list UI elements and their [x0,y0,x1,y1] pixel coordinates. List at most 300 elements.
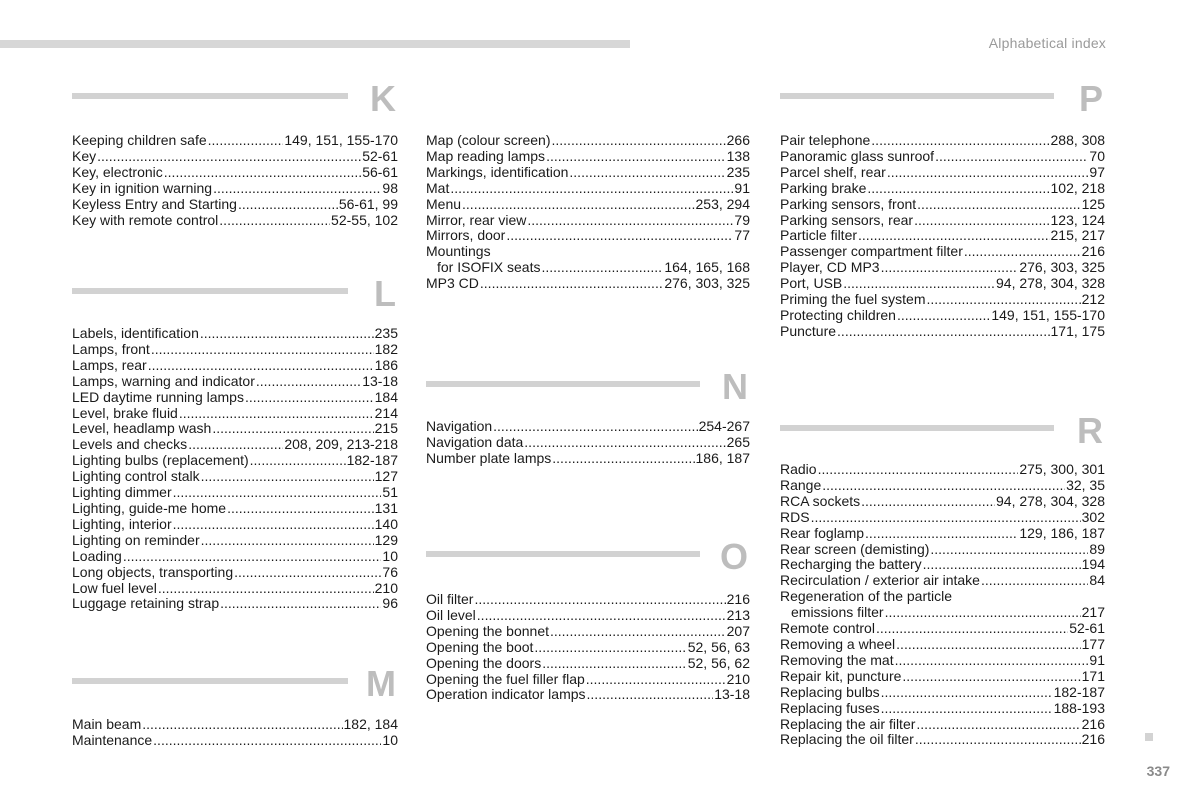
entry-term: Key, electronic [72,163,163,180]
index-entry [72,374,398,390]
dot-leader [173,485,382,501]
entry-term: Key with remote control [72,211,219,228]
entry-term: Rear foglamp [780,524,865,541]
entry-term: Key in ignition warning [72,179,213,196]
entry-term: Mirrors, door [426,227,506,244]
index-entry [426,133,750,149]
dot-leader [964,244,1081,260]
entry-term: Lighting, interior [72,515,172,532]
section-letter: L [374,273,396,314]
entry-pages: 217 [1081,604,1105,621]
index-entry [780,669,1105,685]
entry-term: Labels, identification [72,325,199,341]
entry-term: Menu [426,195,462,212]
dot-leader [480,276,663,292]
section-rule [72,288,348,294]
entry-pages: 98 [382,179,398,196]
index-entry [72,469,398,485]
index-entry [426,419,750,435]
index-entry [426,687,750,703]
index-entry [72,581,398,597]
dot-leader [179,406,374,422]
entry-term: Keyless Entry and Starting [72,195,237,212]
entry-pages: 13-18 [362,372,398,389]
entry-term: Remote control [780,620,875,637]
entry-pages: 182-187 [346,452,398,469]
entry-term: Passenger compartment filter [780,243,963,260]
index-entry [426,624,750,640]
entry-term: Parcel shelf, rear [780,163,886,180]
dot-leader [930,542,1088,558]
dot-leader [897,308,990,324]
entry-pages: 129 [374,531,398,548]
entry-term: Radio [780,461,817,477]
index-entry [780,228,1105,244]
entry-pages: 149, 151, 155-170 [284,132,398,148]
dot-leader [148,358,374,374]
dot-leader [858,228,1049,244]
entry-term: Replacing the air filter [780,715,916,732]
entry-pages: 138 [726,147,750,164]
entry-pages: 131 [374,499,398,516]
index-entry [72,437,398,453]
dot-leader [881,701,1053,717]
dot-leader [200,326,374,342]
entry-pages: 216 [726,591,750,607]
dot-leader [201,469,374,485]
entry-list [780,133,1105,340]
dot-leader [837,324,1049,340]
entry-pages: 212 [1081,291,1105,308]
entry-list [72,717,398,749]
entry-pages: 302 [1081,508,1105,525]
dot-leader [123,549,382,565]
entry-pages: 91 [1089,651,1105,668]
entry-pages: 186 [374,356,398,373]
entry-term: Navigation data [426,433,524,450]
index-entry [72,453,398,469]
index-entry [780,542,1105,558]
dot-leader [527,213,733,229]
entry-pages: 288, 308 [1050,132,1105,148]
entry-term: Lighting control stalk [72,468,200,485]
dot-leader [887,165,1089,181]
entry-pages: 235 [726,163,750,180]
index-entry [72,421,398,437]
index-entry [426,260,750,276]
index-entry [72,197,398,213]
dot-leader [474,592,725,608]
entry-pages: 84 [1089,572,1105,589]
index-entry [780,292,1105,308]
entry-pages: 32, 35 [1066,476,1105,493]
dot-leader [546,149,726,165]
dot-leader [881,685,1053,701]
index-entry [780,685,1105,701]
entry-term: Mirror, rear view [426,211,527,228]
dot-leader [587,687,714,703]
dot-leader [896,637,1080,653]
dot-leader [935,149,1088,165]
entry-term: Main beam [72,716,142,732]
entry-term: Parking sensors, rear [780,211,914,228]
index-entry [426,181,750,197]
entry-term: Lamps, warning and indicator [72,372,255,389]
index-entry [72,517,398,533]
entry-term: Lighting dimmer [72,484,172,501]
entry-term: Levels and checks [72,436,188,453]
entry-term: Map (colour screen) [426,132,551,148]
entry-pages: 275, 300, 301 [1019,461,1105,477]
entry-term: Rear screen (demisting) [780,540,930,557]
index-entry [780,637,1105,653]
index-entry [780,181,1105,197]
dot-leader [811,510,1081,526]
entry-term: Particle filter [780,227,858,244]
dot-leader [927,292,1081,308]
entry-pages: 235 [374,325,398,341]
entry-term: Lighting, guide-me home [72,499,227,516]
entry-term: Regeneration of the particle [780,588,952,605]
index-entry [72,149,398,165]
index-entry [780,653,1105,669]
dot-leader [541,260,663,276]
entry-term: Low fuel level [72,579,157,596]
index-entry [780,276,1105,292]
entry-pages: 216 [1081,243,1105,260]
entry-pages: 129, 186, 187 [1019,524,1105,541]
entry-pages: 215 [374,420,398,437]
index-entry [780,621,1105,637]
entry-term: Markings, identification [426,163,569,180]
entry-term: Maintenance [72,731,153,748]
index-entry [72,596,398,612]
entry-term: Oil level [426,606,476,623]
index-entry [426,451,750,467]
index-entry [426,640,750,656]
dot-leader [153,733,381,749]
dot-leader [151,342,374,358]
entry-pages: 91 [734,179,750,196]
dot-leader [220,596,381,612]
index-entry [72,390,398,406]
entry-term: RDS [780,508,810,525]
index-entry [426,656,750,672]
dot-leader [552,451,694,467]
index-entry [72,533,398,549]
index-entry [72,181,398,197]
index-entry [72,406,398,422]
index-entry [426,197,750,213]
section-letter: M [366,663,396,704]
index-entry [72,358,398,374]
entry-term: Operation indicator lamps [426,686,586,703]
entry-term: Repair kit, puncture [780,667,902,684]
entry-list [780,462,1105,748]
entry-pages: 216 [1081,715,1105,732]
entry-term: Lighting on reminder [72,531,200,548]
index-entry [780,732,1105,748]
index-entry [426,435,750,451]
dot-leader [493,419,697,435]
entry-pages: 210 [726,670,750,687]
entry-term: Key [72,147,97,164]
entry-pages: 266 [726,132,750,148]
entry-term: Lamps, rear [72,356,147,373]
section-rule [780,93,1054,99]
dot-leader [902,669,1080,685]
entry-term: Opening the boot [426,638,534,655]
entry-pages: 182-187 [1053,683,1105,700]
index-entry [780,557,1105,573]
entry-term: Protecting children [780,306,896,323]
index-entry [780,133,1105,149]
dot-leader [477,608,726,624]
index-entry [780,165,1105,181]
dot-leader [173,517,374,533]
dot-leader [142,717,342,733]
index-entry [780,605,1105,621]
entry-term: MP3 CD [426,275,479,292]
entry-pages: 210 [374,579,398,596]
index-entry [72,213,398,229]
index-entry [72,549,398,565]
dot-leader [158,581,374,597]
entry-pages: 76 [382,563,398,580]
entry-pages: 194 [1081,556,1105,573]
dot-leader [867,181,1049,197]
index-entry [780,197,1105,213]
entry-term: Range [780,476,822,493]
entry-pages: 97 [1089,163,1105,180]
entry-pages: 182, 184 [343,716,398,732]
dot-leader [524,435,725,451]
entry-term: for ISOFIX seats [437,259,541,276]
entry-pages: 10 [382,547,398,564]
entry-pages: 276, 303, 325 [664,275,750,292]
dot-leader [871,133,1049,149]
entry-list [426,592,750,703]
entry-term: Map reading lamps [426,147,546,164]
entry-pages: 213 [726,606,750,623]
entry-pages: 188-193 [1053,699,1105,716]
index-entry [426,672,750,688]
entry-pages: 77 [734,227,750,244]
dot-leader [923,557,1081,573]
dot-leader [234,565,381,581]
index-entry [72,342,398,358]
entry-term: Panoramic glass sunroof [780,147,935,164]
dot-leader [818,462,1019,478]
dot-leader [201,533,374,549]
dot-leader [164,165,361,181]
index-entry [72,717,398,733]
entry-pages: 149, 151, 155-170 [991,306,1105,323]
entry-list [72,326,398,612]
entry-pages: 89 [1089,540,1105,557]
entry-pages: 214 [374,404,398,421]
dot-leader [256,374,361,390]
index-entry [426,228,750,244]
entry-pages: 52-61 [1069,620,1105,637]
dot-leader [917,197,1080,213]
section-letter: N [722,366,748,407]
entry-term: Recirculation / exterior air intake [780,572,980,589]
index-entry [780,462,1105,478]
entry-term: Lamps, front [72,340,150,357]
entry-pages: 94, 278, 304, 328 [996,275,1105,292]
index-entry [780,573,1105,589]
section-letter: O [719,536,748,577]
dot-leader [462,197,694,213]
entry-pages: 123, 124 [1050,211,1105,228]
dot-leader [188,437,283,453]
index-entry [780,149,1105,165]
entry-pages: 164, 165, 168 [664,259,750,276]
entry-pages: 265 [726,433,750,450]
index-entry [780,260,1105,276]
entry-pages: 56-61, 99 [338,195,398,212]
index-entry [426,276,750,292]
entry-pages: 184 [374,388,398,405]
section-rule [426,551,700,557]
entry-pages: 94, 278, 304, 328 [996,492,1105,509]
entry-pages: 216 [1081,731,1105,748]
index-entry [72,485,398,501]
entry-term: Puncture [780,322,837,339]
section-letter: K [370,78,396,119]
running-title: Alphabetical index [988,35,1106,51]
entry-term: Player, CD MP3 [780,259,880,276]
dot-leader [843,276,995,292]
entry-pages: 276, 303, 325 [1019,259,1105,276]
index-entry [780,494,1105,510]
entry-list [426,133,750,292]
entry-pages: 125 [1081,195,1105,212]
section-letter: P [1078,78,1103,119]
entry-term: Oil filter [426,591,474,607]
section-rule [72,678,348,684]
dot-leader [534,640,686,656]
entry-term: Parking sensors, front [780,195,917,212]
index-entry [780,510,1105,526]
index-entry [72,133,398,149]
dot-leader [542,656,687,672]
entry-term: Removing the mat [780,651,894,668]
entry-term: Pair telephone [780,132,871,148]
entry-pages: 182 [374,340,398,357]
entry-term: Removing a wheel [780,635,896,652]
entry-pages: 52-61 [362,147,398,164]
entry-term: Replacing fuses [780,699,880,716]
entry-pages: 10 [382,731,398,748]
entry-term: Opening the bonnet [426,622,549,639]
dot-leader [916,717,1080,733]
page-marker-square [1145,733,1153,741]
index-entry [780,589,1105,605]
entry-pages: 52, 56, 63 [687,638,750,655]
dot-leader [822,478,1065,494]
dot-leader [208,133,284,149]
dot-leader [865,526,1018,542]
dot-leader [876,621,1068,637]
index-entry [780,244,1105,260]
index-entry [780,478,1105,494]
index-entry [72,733,398,749]
section-rule [72,93,348,99]
entry-pages: 13-18 [714,686,750,703]
entry-term: Level, headlamp wash [72,420,212,437]
index-entry [780,717,1105,733]
top-decorative-rule [0,40,630,48]
entry-pages: 207 [726,622,750,639]
index-entry [780,213,1105,229]
index-entry [426,244,750,260]
page-number: 337 [1146,763,1170,779]
entry-term: Level, brake fluid [72,404,178,421]
dot-leader [227,501,374,517]
entry-pages: 51 [382,484,398,501]
index-entry [780,324,1105,340]
entry-term: LED daytime running lamps [72,388,244,405]
dot-leader [861,494,995,510]
entry-pages: 215, 217 [1050,227,1105,244]
entry-term: Luggage retaining strap [72,595,220,612]
entry-pages: 254-267 [698,418,750,434]
entry-term: Navigation [426,418,493,434]
entry-term: Recharging the battery [780,556,922,573]
index-entry [426,165,750,181]
index-entry [426,149,750,165]
dot-leader [219,213,330,229]
entry-pages: 208, 209, 213-218 [284,436,398,453]
entry-pages: 96 [382,595,398,612]
dot-leader [885,605,1081,621]
entry-pages: 70 [1089,147,1105,164]
entry-pages: 171 [1081,667,1105,684]
entry-term: Mountings [426,243,491,260]
section-rule [426,381,700,387]
dot-leader [212,421,373,437]
dot-leader [213,181,381,197]
entry-pages: 79 [734,211,750,228]
entry-pages: 177 [1081,635,1105,652]
index-entry [780,308,1105,324]
entry-pages: 52-55, 102 [331,211,398,228]
index-entry [426,608,750,624]
entry-term: Number plate lamps [426,449,552,466]
section-letter: R [1077,410,1103,451]
dot-leader [250,453,346,469]
entry-term: RCA sockets [780,492,861,509]
dot-leader [550,624,726,640]
entry-pages: 253, 294 [695,195,750,212]
entry-list [426,419,750,467]
dot-leader [506,228,733,244]
entry-pages: 171, 175 [1050,322,1105,339]
dot-leader [552,133,726,149]
dot-leader [981,573,1088,589]
entry-term: Keeping children safe [72,132,207,148]
entry-term: Replacing the oil filter [780,731,914,748]
entry-term: Opening the doors [426,654,542,671]
dot-leader [238,197,338,213]
index-entry [72,165,398,181]
entry-term: Parking brake [780,179,867,196]
index-entry [72,501,398,517]
section-rule [780,425,1054,431]
dot-leader [245,390,374,406]
